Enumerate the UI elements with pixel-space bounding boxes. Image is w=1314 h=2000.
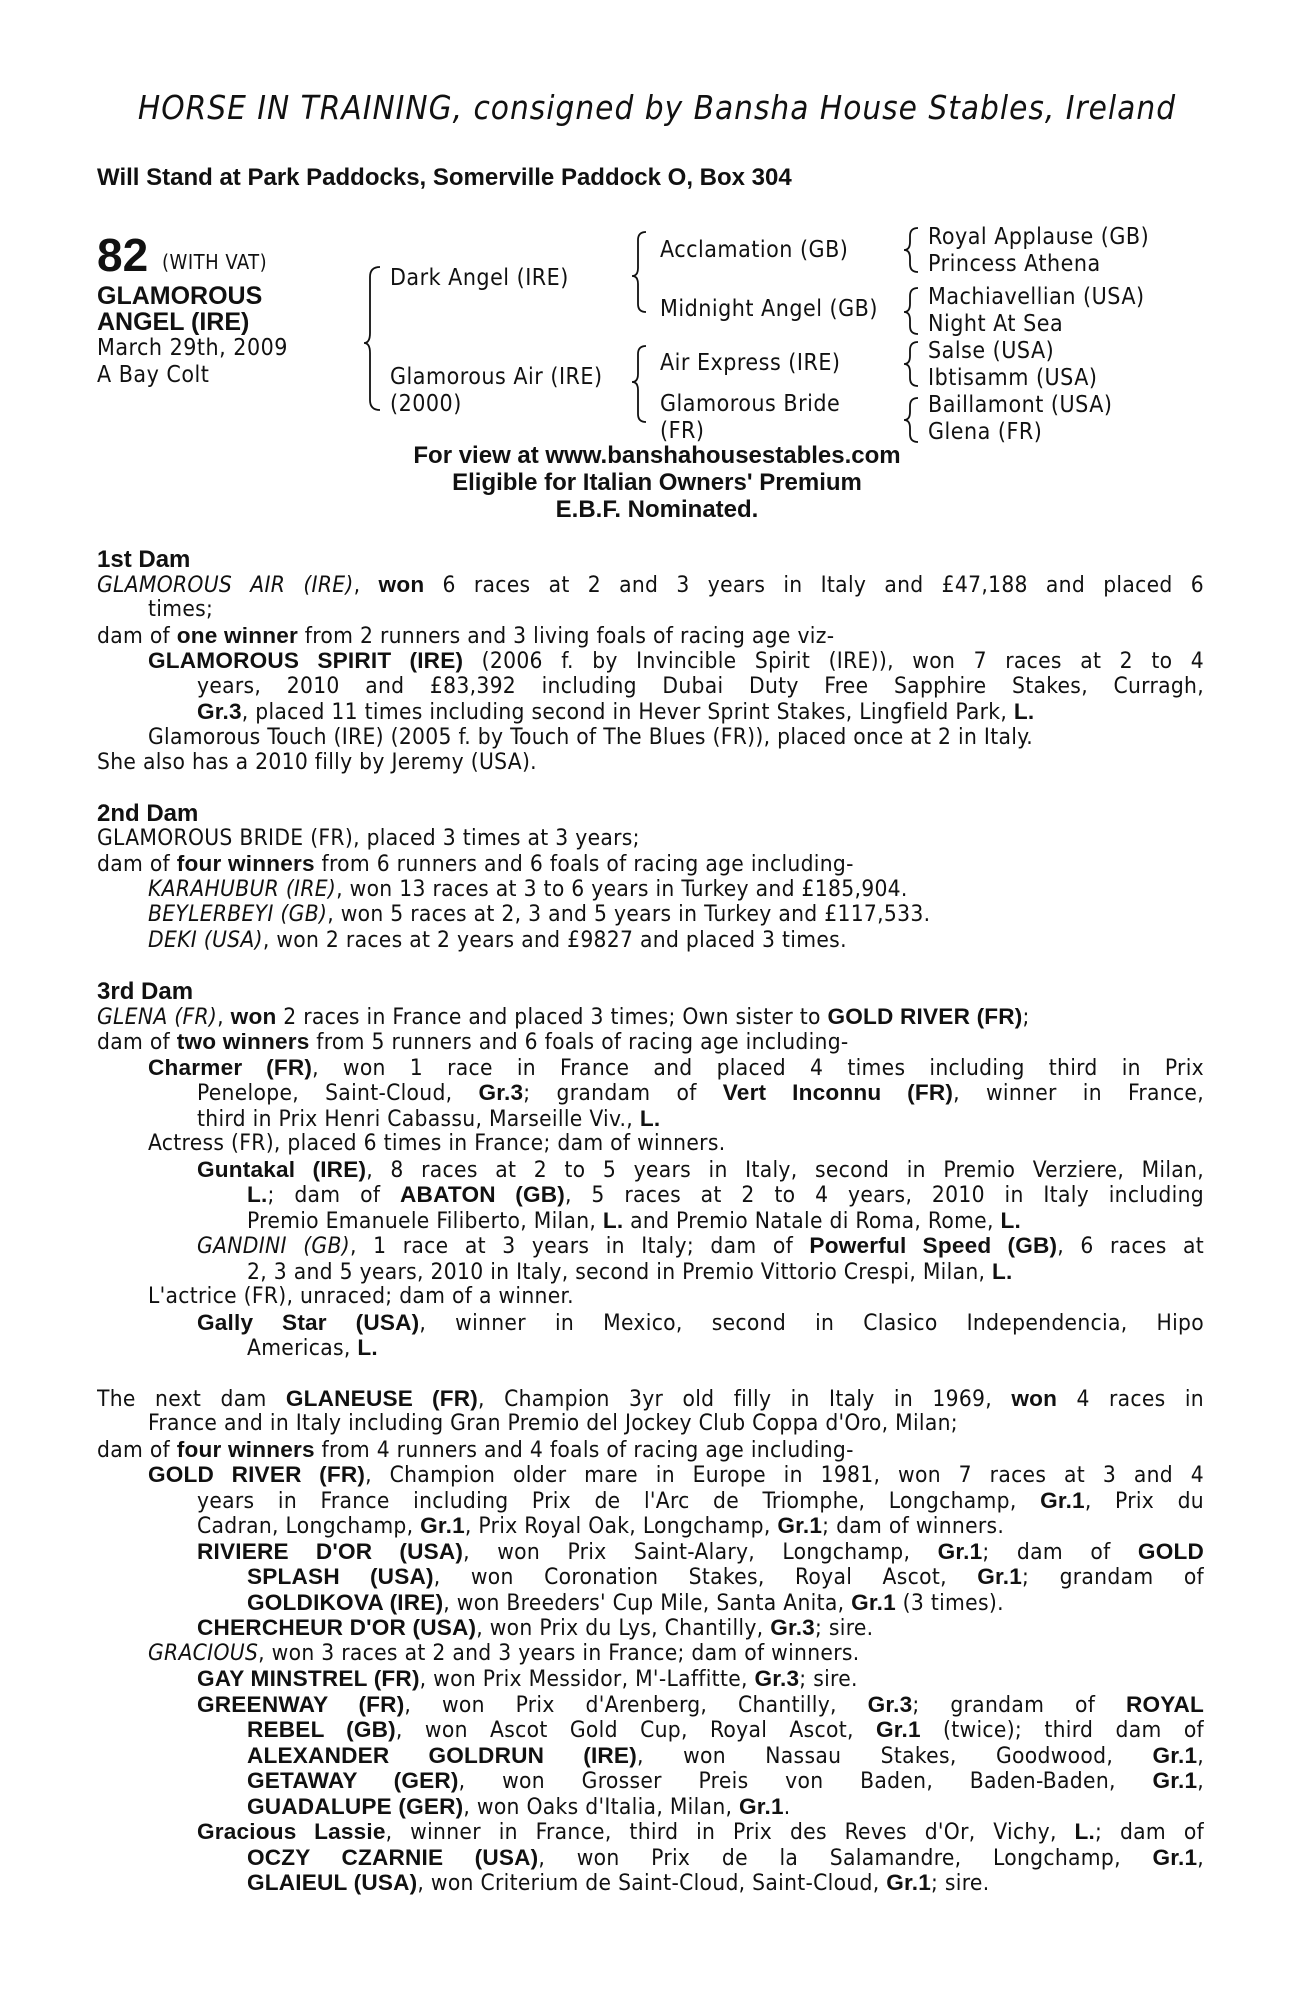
vat-label: (WITH VAT) (162, 250, 268, 274)
pedigree-g2: Princess Athena (928, 251, 1101, 277)
next-dam-line: RIVIERE D'OR (USA), won Prix Saint-Alary, Longchamp, Gr.1; dam of GOLD (197, 1539, 1204, 1565)
second-dam-heading: 2nd Dam (97, 800, 199, 827)
next-dam-line: GOLD RIVER (FR), Champion older mare in Europe in 1981, won 7 races at 3 and 4 (148, 1462, 1204, 1488)
lot-number: 82 (97, 229, 149, 281)
pedigree-bracket-g2 (904, 288, 918, 334)
next-dam-line: GETAWAY (GER), won Grosser Preis von Baden, Baden-Baden, Gr.1, (247, 1768, 1204, 1794)
third-dam-heading: 3rd Dam (97, 978, 194, 1005)
pedigree-dam-year: (2000) (390, 391, 462, 417)
next-dam-line: SPLASH (USA), won Coronation Stakes, Royal Ascot, Gr.1; grandam of (247, 1564, 1204, 1590)
pedigree-g6: Ibtisamm (USA) (928, 365, 1098, 391)
first-dam-line: She also has a 2010 filly by Jeremy (USA). (97, 749, 537, 775)
second-dam-line: GLAMOROUS BRIDE (FR), placed 3 times at 3 years; (97, 825, 640, 851)
premium-note: Eligible for Italian Owners' Premium (452, 469, 862, 496)
pedigree-dam: Glamorous Air (IRE) (390, 364, 603, 390)
next-dam-line: GAY MINSTREL (FR), won Prix Messidor, M'-Laffitte, Gr.3; sire. (197, 1666, 858, 1692)
pedigree-bracket-g1 (904, 228, 918, 272)
horse-name-line2: ANGEL (IRE) (97, 308, 250, 336)
pedigree-dam-dam-country: (FR) (660, 418, 705, 444)
next-dam-line: Gracious Lassie, winner in France, third in Prix des Reves d'Or, Vichy, L.; dam of (197, 1819, 1204, 1845)
second-dam-line: dam of four winners from 6 runners and 6 foals of racing age including- (97, 851, 854, 877)
third-dam-line: 2, 3 and 5 years, 2010 in Italy, second in Premio Vittorio Crespi, Milan, L. (247, 1259, 1013, 1285)
third-dam-line: Penelope, Saint-Cloud, Gr.3; grandam of Vert Inconnu (FR), winner in France, (197, 1080, 1204, 1106)
next-dam-line: Cadran, Longchamp, Gr.1, Prix Royal Oak, Longchamp, Gr.1; dam of winners. (197, 1513, 1005, 1539)
first-dam-line: Gr.3, placed 11 times including second in Hever Sprint Stakes, Lingfield Park, L. (197, 699, 1035, 725)
third-dam-line: Guntakal (IRE), 8 races at 2 to 5 years in Italy, second in Premio Verziere, Milan, (197, 1157, 1204, 1183)
third-dam-line: GLENA (FR), won 2 races in France and placed 3 times; Own sister to GOLD RIVER (FR); (97, 1004, 1030, 1030)
pedigree-sire-dam: Midnight Angel (GB) (660, 296, 878, 322)
next-dam-line: years in France including Prix de l'Arc de Triomphe, Longchamp, Gr.1, Prix du (197, 1488, 1204, 1514)
pedigree-g3: Machiavellian (USA) (928, 284, 1145, 310)
second-dam-line: DEKI (USA), won 2 races at 2 years and £9827 and placed 3 times. (148, 927, 847, 953)
first-dam-line: years, 2010 and £83,392 including Dubai Duty Free Sapphire Stakes, Curragh, (197, 674, 1204, 699)
next-dam-line: GRACIOUS, won 3 races at 2 and 3 years in France; dam of winners. (148, 1640, 860, 1666)
pedigree-dam-sire: Air Express (IRE) (660, 350, 841, 376)
pedigree-bracket-sire (632, 232, 646, 312)
third-dam-line: dam of two winners from 5 runners and 6 foals of racing age including- (97, 1029, 849, 1055)
next-dam-line: ALEXANDER GOLDRUN (IRE), won Nassau Stakes, Goodwood, Gr.1, (247, 1743, 1204, 1769)
second-dam-line: BEYLERBEYI (GB), won 5 races at 2, 3 and 5 years in Turkey and £117,533. (148, 901, 931, 927)
third-dam-line: Gally Star (USA), winner in Mexico, second in Clasico Independencia, Hipo (197, 1310, 1204, 1336)
first-dam-heading: 1st Dam (97, 546, 191, 573)
second-dam-line: KARAHUBUR (IRE), won 13 races at 3 to 6 years in Turkey and £185,904. (148, 876, 908, 902)
first-dam-line: Glamorous Touch (IRE) (2005 f. by Touch of The Blues (FR)), placed once at 2 in Italy. (148, 724, 1034, 750)
third-dam-line: Charmer (FR), won 1 race in France and placed 4 times including third in Prix (148, 1055, 1204, 1081)
next-dam-line: REBEL (GB), won Ascot Gold Cup, Royal Ascot, Gr.1 (twice); third dam of (247, 1717, 1204, 1743)
third-dam-line: Premio Emanuele Filiberto, Milan, L. and Premio Natale di Roma, Rome, L. (247, 1208, 1021, 1234)
stand-location: Will Stand at Park Paddocks, Somerville Paddock O, Box 304 (97, 164, 792, 191)
third-dam-line: L'actrice (FR), unraced; dam of a winner. (148, 1283, 574, 1309)
third-dam-line: Americas, L. (247, 1335, 378, 1361)
pedigree-sire-sire: Acclamation (GB) (660, 237, 849, 263)
next-dam-line: GUADALUPE (GER), won Oaks d'Italia, Milan, Gr.1. (247, 1794, 791, 1820)
third-dam-line: third in Prix Henri Cabassu, Marseille Viv., L. (197, 1106, 661, 1132)
pedigree-g1: Royal Applause (GB) (928, 224, 1150, 250)
horse-name-line1: GLAMOROUS (97, 282, 263, 310)
pedigree-bracket-main (364, 267, 380, 410)
next-dam-line: The next dam GLANEUSE (FR), Champion 3yr old filly in Italy in 1969, won 4 races in (97, 1386, 1204, 1412)
first-dam-line: GLAMOROUS SPIRIT (IRE) (2006 f. by Invincible Spirit (IRE)), won 7 races at 2 to 4 (148, 648, 1204, 674)
pedigree-g8: Glena (FR) (928, 419, 1043, 445)
third-dam-line: L.; dam of ABATON (GB), 5 races at 2 to 4 years, 2010 in Italy including (247, 1182, 1204, 1208)
next-dam-line: OCZY CZARNIE (USA), won Prix de la Salamandre, Longchamp, Gr.1, (247, 1845, 1204, 1871)
third-dam-line: Actress (FR), placed 6 times in France; dam of winners. (148, 1130, 726, 1156)
first-dam-line: dam of one winner from 2 runners and 3 living foals of racing age viz- (97, 623, 835, 649)
pedigree-g7: Baillamont (USA) (928, 392, 1113, 418)
page-title: HORSE IN TRAINING, consigned by Bansha House Stables, Ireland (137, 88, 1177, 127)
next-dam-line: France and in Italy including Gran Premio del Jockey Club Coppa d'Oro, Milan; (148, 1410, 958, 1436)
pedigree-dam-dam: Glamorous Bride (660, 391, 841, 417)
pedigree-g5: Salse (USA) (928, 338, 1055, 364)
pedigree-bracket-g4 (904, 398, 918, 442)
pedigree-g4: Night At Sea (928, 311, 1064, 337)
next-dam-line: GOLDIKOVA (IRE), won Breeders' Cup Mile, Santa Anita, Gr.1 (3 times). (247, 1590, 1004, 1616)
pedigree-bracket-dam (632, 346, 646, 422)
next-dam-line: GLAIEUL (USA), won Criterium de Saint-Cloud, Saint-Cloud, Gr.1; sire. (247, 1870, 990, 1896)
next-dam-line: dam of four winners from 4 runners and 4 foals of racing age including- (97, 1437, 854, 1463)
view-website-note: For view at www.banshahousestables.com (413, 442, 901, 469)
next-dam-line: GREENWAY (FR), won Prix d'Arenberg, Chantilly, Gr.3; grandam of ROYAL (197, 1692, 1204, 1718)
date-of-birth: March 29th, 2009 (97, 335, 288, 361)
first-dam-line: GLAMOROUS AIR (IRE), won 6 races at 2 and 3 years in Italy and £47,188 and placed 6 (97, 572, 1204, 598)
pedigree-sire: Dark Angel (IRE) (390, 265, 569, 291)
ebf-note: E.B.F. Nominated. (555, 496, 759, 523)
pedigree-bracket-g3 (904, 342, 918, 386)
third-dam-line: GANDINI (GB), 1 race at 3 years in Italy; dam of Powerful Speed (GB), 6 races at (197, 1233, 1204, 1259)
first-dam-line: times; (148, 596, 214, 622)
horse-description: A Bay Colt (97, 362, 210, 388)
next-dam-line: CHERCHEUR D'OR (USA), won Prix du Lys, Chantilly, Gr.3; sire. (197, 1615, 874, 1641)
